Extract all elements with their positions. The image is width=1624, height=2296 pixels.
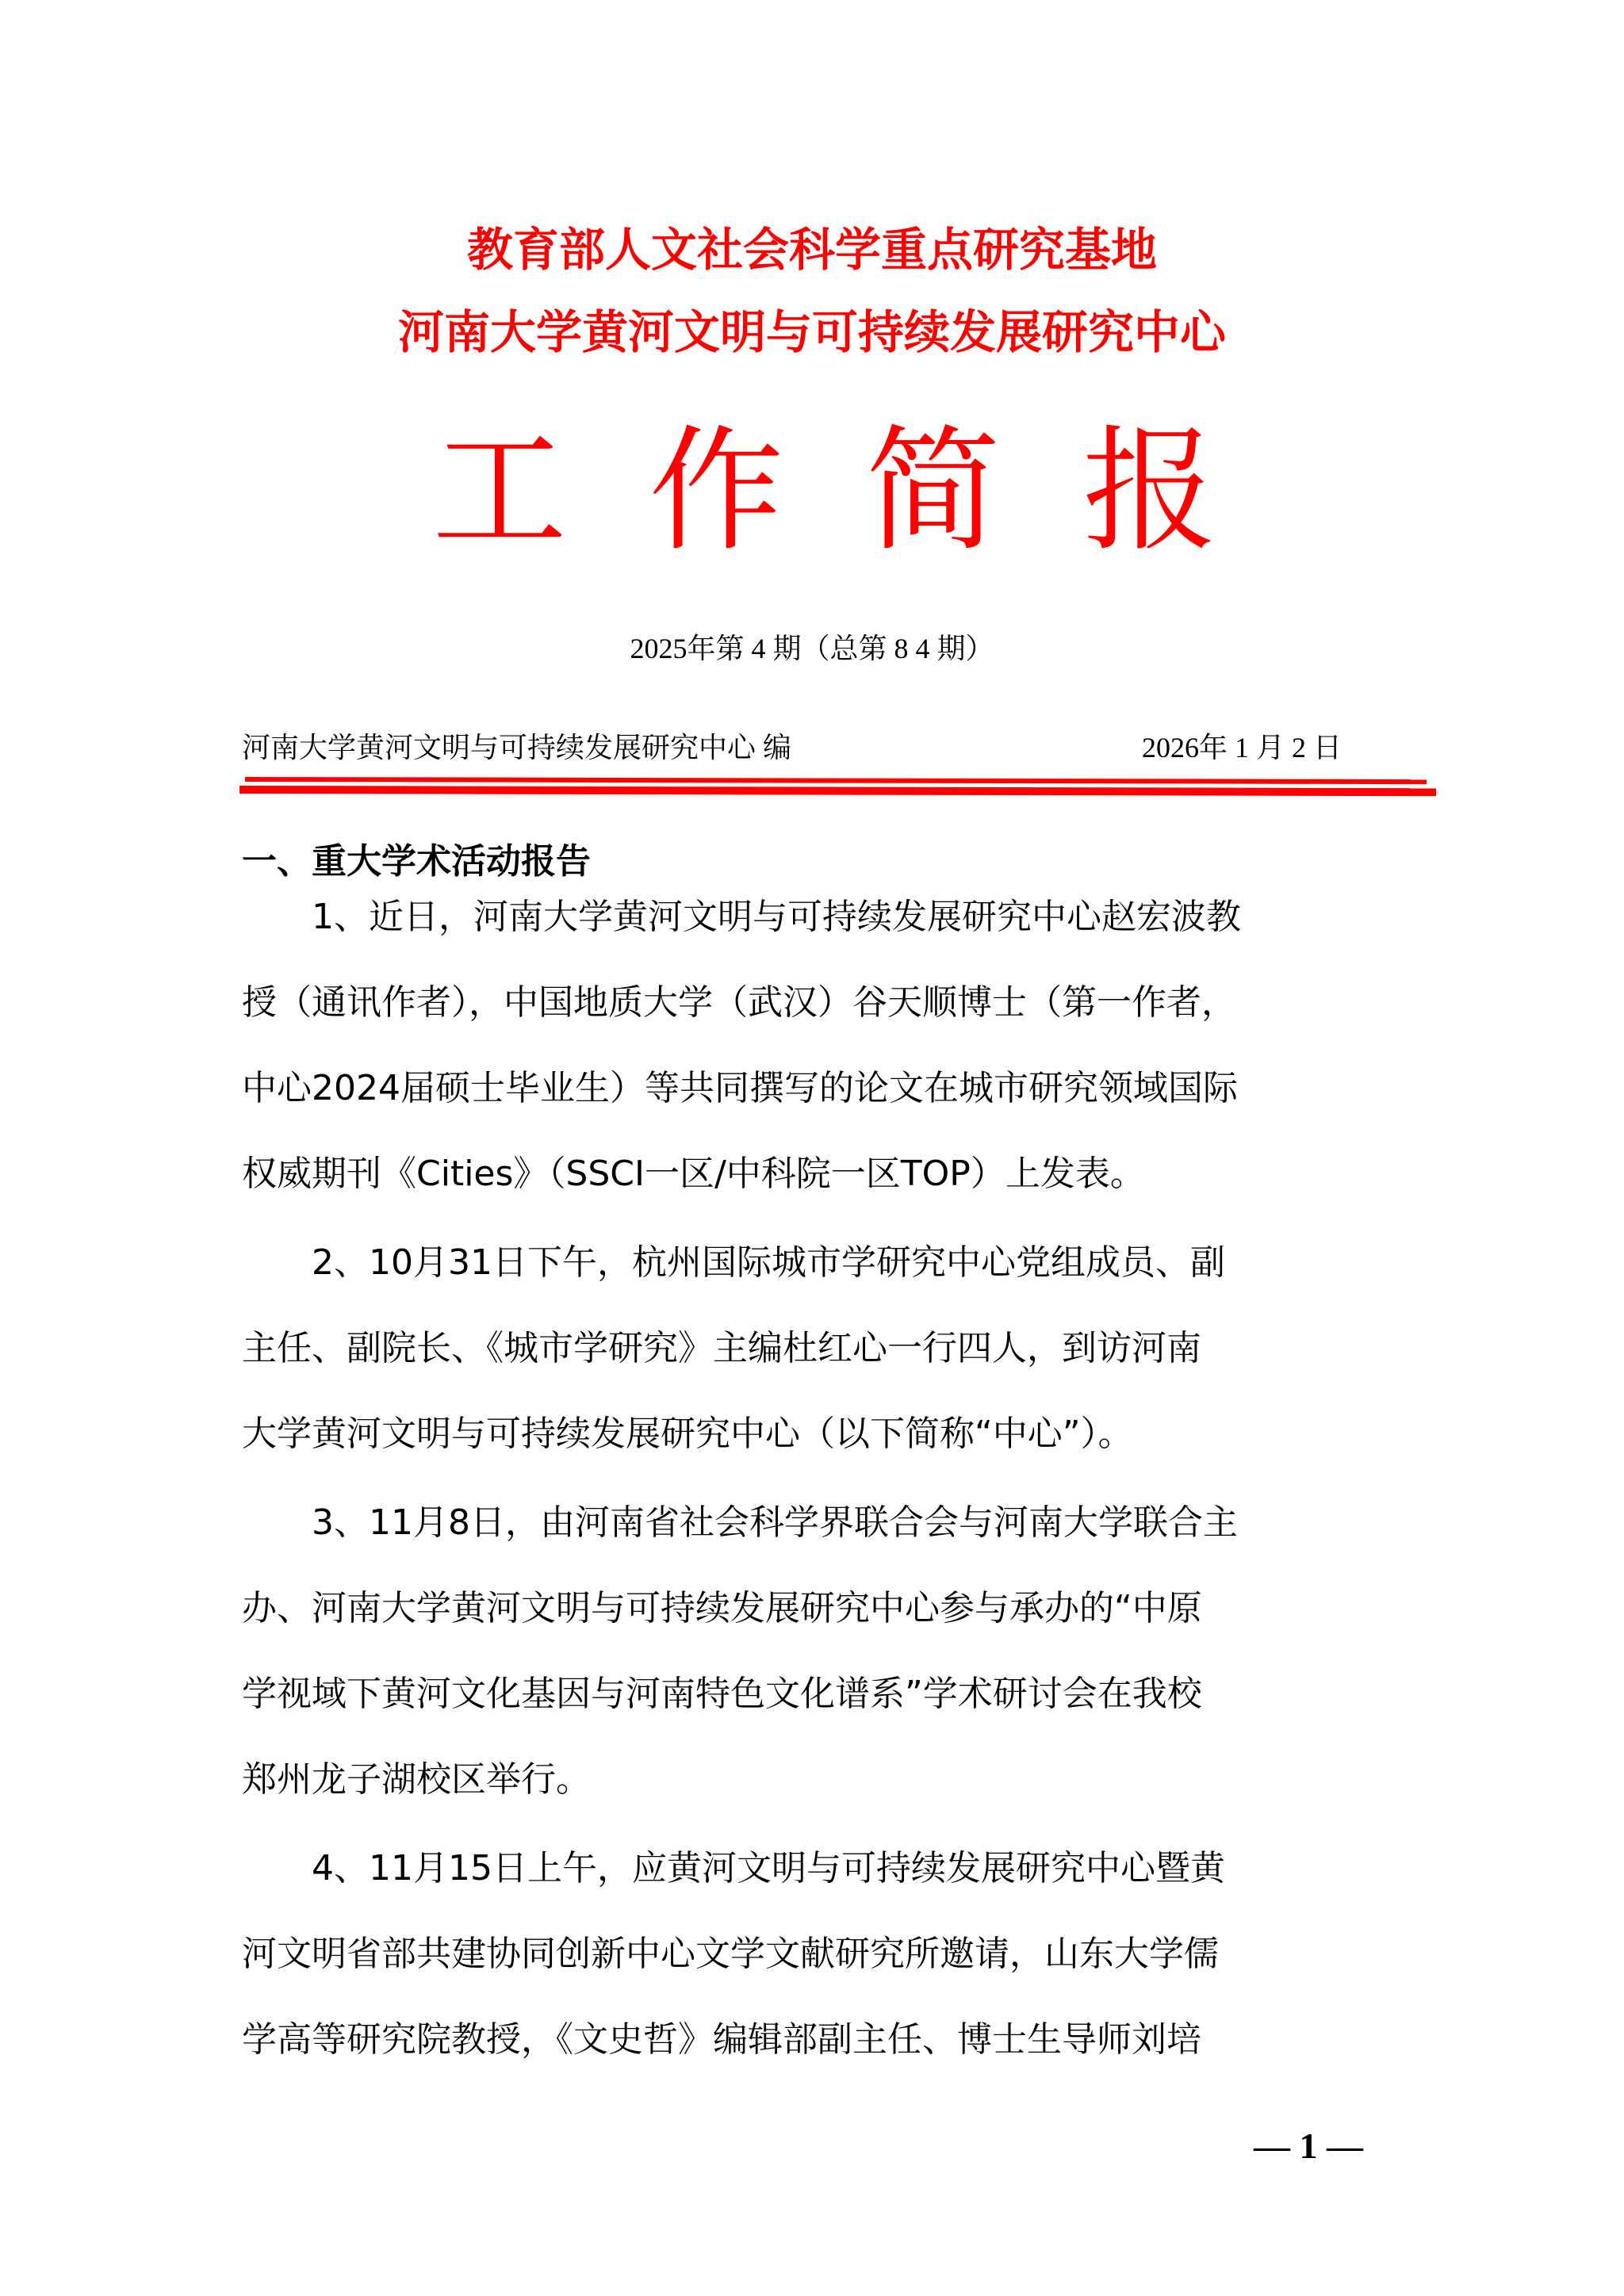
bulletin-title xyxy=(428,413,1221,570)
paragraph-item-1 xyxy=(242,888,1415,1230)
issue-number: 2025年第 4 期（总第 8 4 期） xyxy=(630,633,994,664)
paragraph-line: 授（通讯作者），中国地质大学（武汉）谷天顺博士（第一作者， xyxy=(242,982,1236,1023)
bulletin-title-char: 工 xyxy=(431,413,567,570)
paragraph-line: 办、河南大学黄河文明与可持续发展研究中心参与承办的“中原 xyxy=(242,1588,1202,1628)
header-center-line: 河南大学黄河文明与可持续发展研究中心 xyxy=(397,305,1226,359)
publish-date: 2026年 1 月 2 日 xyxy=(1142,732,1342,763)
paragraph-line: 中心2024届硕士毕业生）等共同撰写的论文在城市研究领域国际 xyxy=(242,1068,1238,1108)
paragraph-line: 4、11月15日上午，应黄河文明与可持续发展研究中心暨黄 xyxy=(312,1848,1225,1888)
paragraph-line: 学高等研究院教授，《文史哲》编辑部副主任、博士生导师刘培 xyxy=(242,2019,1201,2060)
paragraph-line: 2、10月31日下午，杭州国际城市学研究中心党组成员、副 xyxy=(312,1242,1225,1283)
paragraph-line: 郑州龙子湖校区举行。 xyxy=(242,1759,591,1800)
header-divider-thick xyxy=(239,786,1436,796)
paragraph-line: 1、近日，河南大学黄河文明与可持续发展研究中心赵宏波教 xyxy=(312,897,1241,937)
paragraph-item-2 xyxy=(242,1234,1415,1490)
bulletin-title-char: 作 xyxy=(649,413,784,570)
paragraph-line: 3、11月8日，由河南省社会科学界联合会与河南大学联合主 xyxy=(312,1502,1238,1543)
section-heading: 一、重大学术活动报告 xyxy=(242,841,591,882)
paragraph-item-4 xyxy=(242,1839,1415,2096)
page-number: — 1 — xyxy=(1254,2126,1363,2166)
bulletin-title-char: 简 xyxy=(865,413,1001,570)
header-divider-thin xyxy=(245,777,1427,784)
paragraph-line: 权威期刊《Cities》（SSCI一区/中科院一区TOP）上发表。 xyxy=(242,1154,1145,1194)
paragraph-line: 学视域下黄河文化基因与河南特色文化谱系”学术研讨会在我校 xyxy=(242,1674,1202,1714)
paragraph-line: 主任、副院长、《城市学研究》主编杜红心一行四人，到访河南 xyxy=(242,1328,1201,1368)
paragraph-line: 大学黄河文明与可持续发展研究中心（以下简称“中心”）。 xyxy=(242,1414,1133,1454)
header-institution-line: 教育部人文社会科学重点研究基地 xyxy=(466,223,1157,277)
paragraph-line: 河文明省部共建协同创新中心文学文献研究所邀请，山东大学儒 xyxy=(242,1934,1219,1974)
bulletin-title-char: 报 xyxy=(1082,413,1217,570)
editor-line: 河南大学黄河文明与可持续发展研究中心 编 xyxy=(242,732,792,763)
paragraph-item-3 xyxy=(242,1494,1415,1836)
